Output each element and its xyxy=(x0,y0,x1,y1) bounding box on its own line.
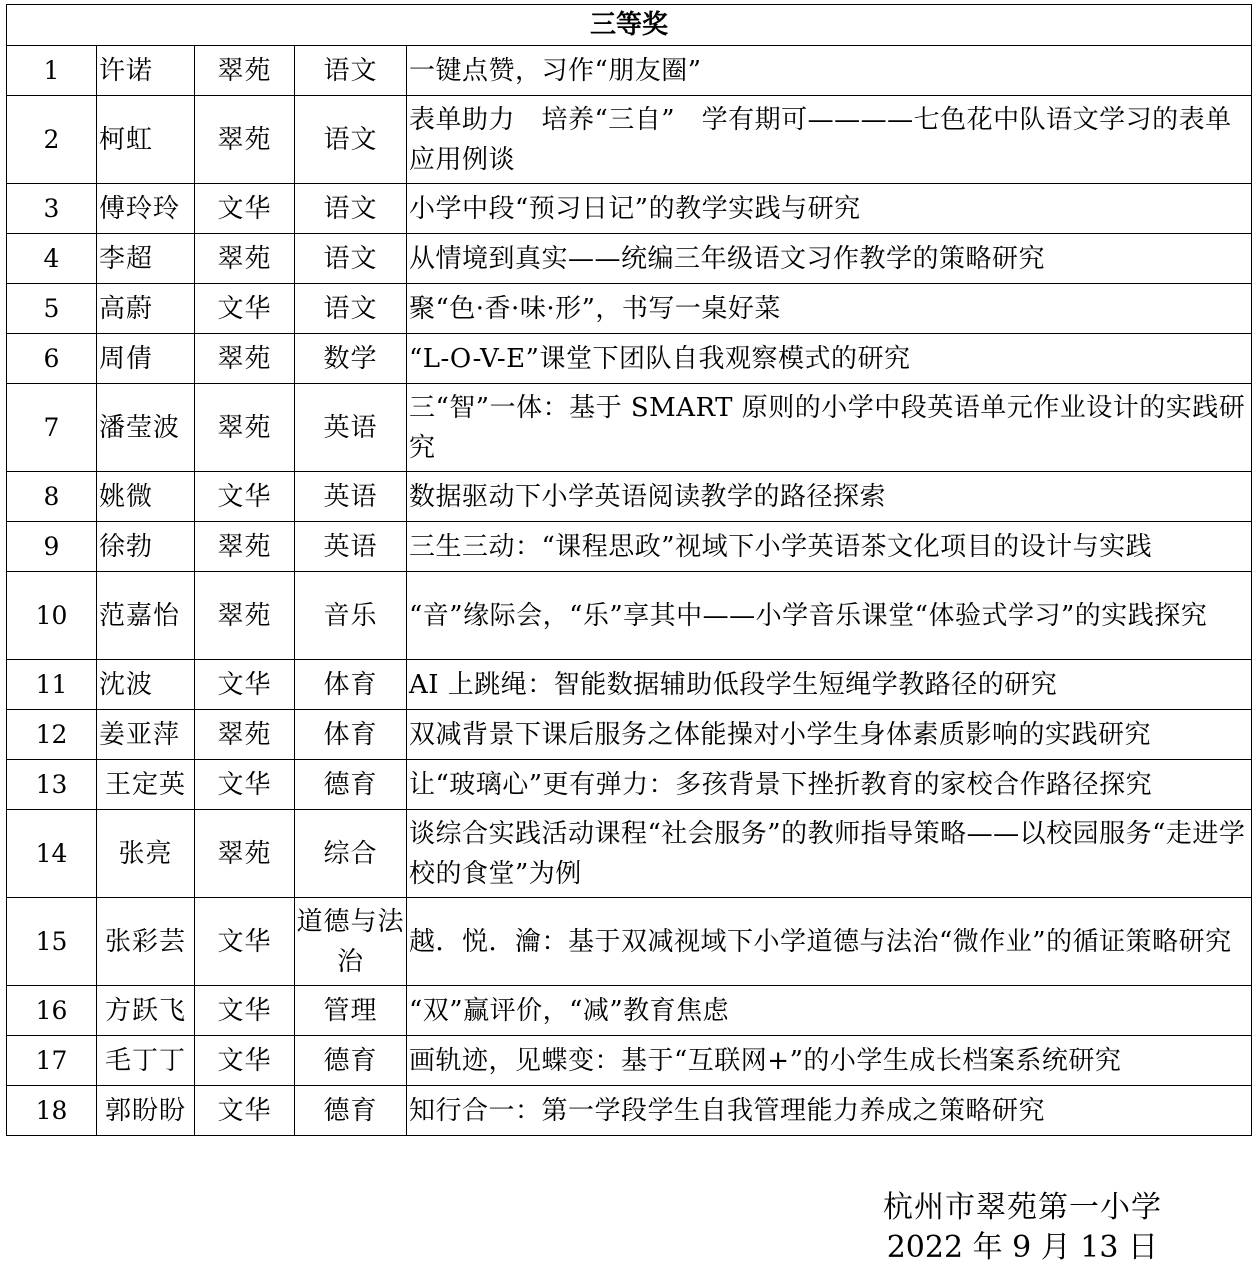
row-number: 14 xyxy=(7,810,97,898)
school-campus: 翠苑 xyxy=(195,46,295,96)
subject: 德育 xyxy=(295,1086,407,1136)
subject: 语文 xyxy=(295,234,407,284)
teacher-name: 柯虹 xyxy=(97,96,195,184)
paper-title: 从情境到真实——统编三年级语文习作教学的策略研究 xyxy=(407,234,1252,284)
paper-title: 表单助力 培养“三自” 学有期可————七色花中队语文学习的表单应用例谈 xyxy=(407,96,1252,184)
teacher-name: 周倩 xyxy=(97,334,195,384)
footer-date: 2022 年 9 月 13 日 xyxy=(886,1230,1158,1265)
subject: 语文 xyxy=(295,96,407,184)
paper-title: 三生三动：“课程思政”视域下小学英语茶文化项目的设计与实践 xyxy=(407,522,1252,572)
table-row xyxy=(7,760,1252,810)
school-campus: 翠苑 xyxy=(195,234,295,284)
teacher-name: 姜亚萍 xyxy=(97,710,195,760)
table-row xyxy=(7,96,1252,184)
table-row xyxy=(7,472,1252,522)
paper-title: 数据驱动下小学英语阅读教学的路径探索 xyxy=(407,472,1252,522)
teacher-name: 李超 xyxy=(97,234,195,284)
paper-title: 谈综合实践活动课程“社会服务”的教师指导策略——以校园服务“走进学校的食堂”为例 xyxy=(407,810,1252,898)
row-number: 15 xyxy=(7,898,97,986)
table-row xyxy=(7,384,1252,472)
teacher-name: 方跃飞 xyxy=(97,986,195,1036)
footer-school-name: 杭州市翠苑第一小学 xyxy=(883,1190,1162,1225)
teacher-name: 郭盼盼 xyxy=(97,1086,195,1136)
row-number: 7 xyxy=(7,384,97,472)
table-row xyxy=(7,284,1252,334)
award-table xyxy=(6,4,1252,1136)
paper-title: 画轨迹，见蝶变：基于“互联网+”的小学生成长档案系统研究 xyxy=(407,1036,1252,1086)
teacher-name: 潘莹波 xyxy=(97,384,195,472)
row-number: 4 xyxy=(7,234,97,284)
school-campus: 翠苑 xyxy=(195,522,295,572)
subject: 道德与法治 xyxy=(295,898,407,986)
subject: 德育 xyxy=(295,760,407,810)
school-campus: 文华 xyxy=(195,660,295,710)
paper-title: “L-O-V-E”课堂下团队自我观察模式的研究 xyxy=(407,334,1252,384)
table-row xyxy=(7,234,1252,284)
subject: 音乐 xyxy=(295,572,407,660)
paper-title: AI 上跳绳：智能数据辅助低段学生短绳学教路径的研究 xyxy=(407,660,1252,710)
subject: 英语 xyxy=(295,384,407,472)
subject: 体育 xyxy=(295,710,407,760)
table-row xyxy=(7,572,1252,660)
table-row xyxy=(7,810,1252,898)
teacher-name: 许诺 xyxy=(97,46,195,96)
teacher-name: 徐勃 xyxy=(97,522,195,572)
school-campus: 翠苑 xyxy=(195,710,295,760)
school-campus: 文华 xyxy=(195,184,295,234)
school-campus: 文华 xyxy=(195,898,295,986)
school-campus: 翠苑 xyxy=(195,96,295,184)
row-number: 6 xyxy=(7,334,97,384)
teacher-name: 张彩芸 xyxy=(97,898,195,986)
teacher-name: 毛丁丁 xyxy=(97,1036,195,1086)
award-level-header: 三等奖 xyxy=(7,5,1252,46)
subject: 德育 xyxy=(295,1036,407,1086)
subject: 管理 xyxy=(295,986,407,1036)
subject: 语文 xyxy=(295,284,407,334)
school-campus: 翠苑 xyxy=(195,810,295,898)
row-number: 12 xyxy=(7,710,97,760)
paper-title: “双”赢评价，“减”教育焦虑 xyxy=(407,986,1252,1036)
school-campus: 翠苑 xyxy=(195,384,295,472)
teacher-name: 傅玲玲 xyxy=(97,184,195,234)
row-number: 2 xyxy=(7,96,97,184)
subject: 综合 xyxy=(295,810,407,898)
teacher-name: 王定英 xyxy=(97,760,195,810)
school-campus: 文华 xyxy=(195,1036,295,1086)
table-row xyxy=(7,184,1252,234)
table-header-row xyxy=(7,5,1252,46)
row-number: 1 xyxy=(7,46,97,96)
paper-title: 知行合一：第一学段学生自我管理能力养成之策略研究 xyxy=(407,1086,1252,1136)
paper-title: 让“玻璃心”更有弹力：多孩背景下挫折教育的家校合作路径探究 xyxy=(407,760,1252,810)
row-number: 17 xyxy=(7,1036,97,1086)
row-number: 3 xyxy=(7,184,97,234)
paper-title: 三“智”一体：基于 SMART 原则的小学中段英语单元作业设计的实践研究 xyxy=(407,384,1252,472)
teacher-name: 范嘉怡 xyxy=(97,572,195,660)
teacher-name: 沈波 xyxy=(97,660,195,710)
teacher-name: 高蔚 xyxy=(97,284,195,334)
subject: 英语 xyxy=(295,472,407,522)
row-number: 9 xyxy=(7,522,97,572)
subject: 语文 xyxy=(295,184,407,234)
row-number: 5 xyxy=(7,284,97,334)
table-row xyxy=(7,334,1252,384)
table-row xyxy=(7,660,1252,710)
subject: 英语 xyxy=(295,522,407,572)
table-row xyxy=(7,986,1252,1036)
teacher-name: 姚微 xyxy=(97,472,195,522)
paper-title: 聚“色·香·味·形”，书写一桌好菜 xyxy=(407,284,1252,334)
row-number: 18 xyxy=(7,1086,97,1136)
school-campus: 文华 xyxy=(195,284,295,334)
row-number: 11 xyxy=(7,660,97,710)
row-number: 13 xyxy=(7,760,97,810)
table-row xyxy=(7,522,1252,572)
table-row xyxy=(7,46,1252,96)
school-campus: 文华 xyxy=(195,1086,295,1136)
school-campus: 文华 xyxy=(195,986,295,1036)
school-campus: 翠苑 xyxy=(195,334,295,384)
subject: 数学 xyxy=(295,334,407,384)
table-row xyxy=(7,898,1252,986)
table-row xyxy=(7,710,1252,760)
school-campus: 文华 xyxy=(195,472,295,522)
row-number: 16 xyxy=(7,986,97,1036)
subject: 语文 xyxy=(295,46,407,96)
paper-title: 越．悦．瀹：基于双减视域下小学道德与法治“微作业”的循证策略研究 xyxy=(407,898,1252,986)
school-campus: 文华 xyxy=(195,760,295,810)
row-number: 10 xyxy=(7,572,97,660)
table-row xyxy=(7,1086,1252,1136)
paper-title: 双减背景下课后服务之体能操对小学生身体素质影响的实践研究 xyxy=(407,710,1252,760)
subject: 体育 xyxy=(295,660,407,710)
paper-title: 小学中段“预习日记”的教学实践与研究 xyxy=(407,184,1252,234)
school-campus: 翠苑 xyxy=(195,572,295,660)
row-number: 8 xyxy=(7,472,97,522)
table-row xyxy=(7,1036,1252,1086)
paper-title: “音”缘际会，“乐”享其中——小学音乐课堂“体验式学习”的实践探究 xyxy=(407,572,1252,660)
teacher-name: 张亮 xyxy=(97,810,195,898)
paper-title: 一键点赞，习作“朋友圈” xyxy=(407,46,1252,96)
